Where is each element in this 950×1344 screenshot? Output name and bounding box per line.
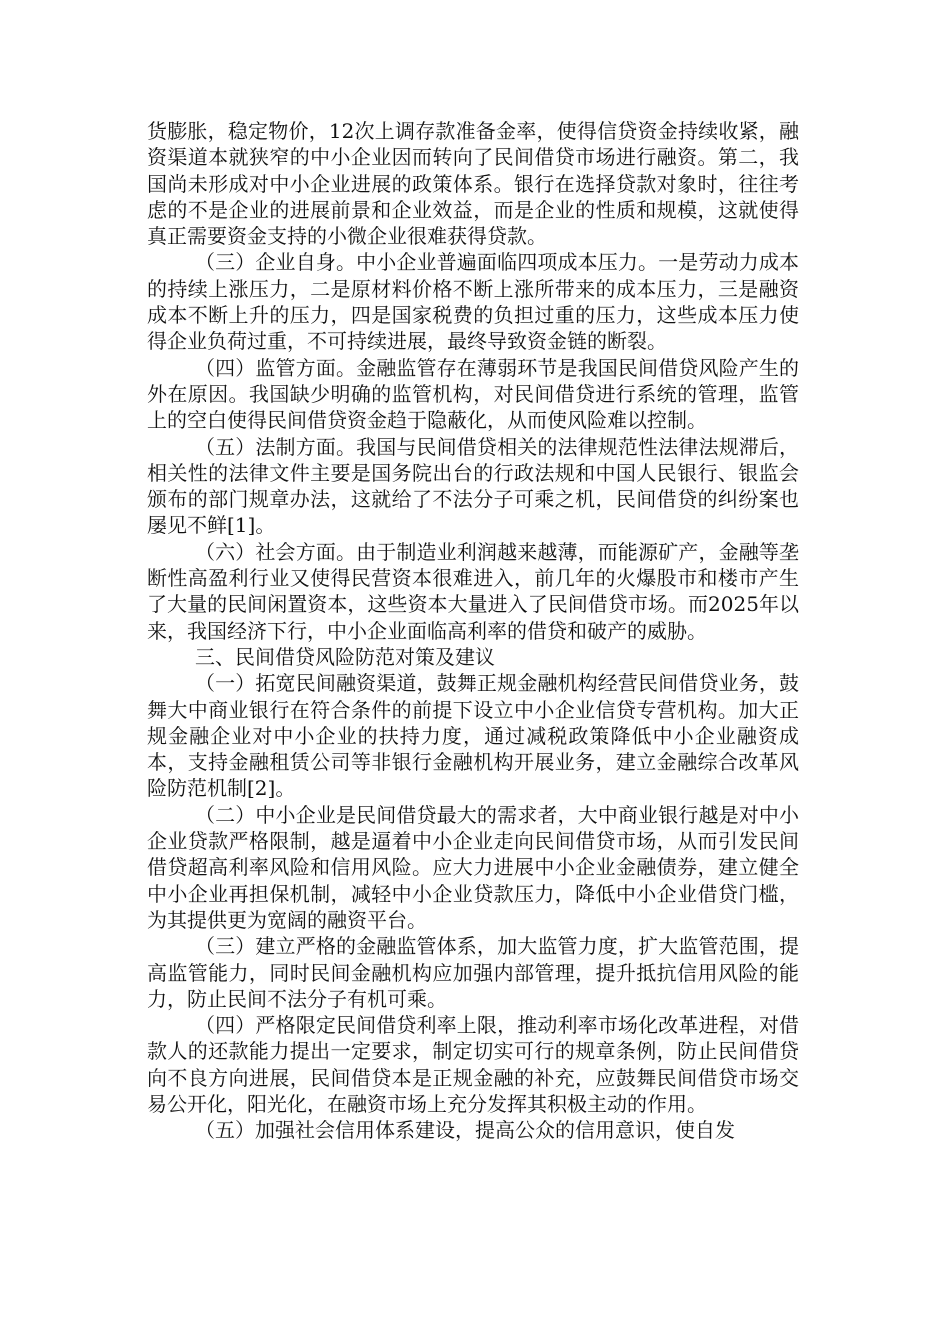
paragraph-measure-3: （三）建立严格的金融监管体系，加大监管力度，扩大监管范围，提高监管能力，同时民间金融机构应加强内部管理，提升抵抗信用风险的能力，防止民间不法分子有机可乘。 [147,934,799,1011]
paragraph-enterprise-self: （三）企业自身。中小企业普遍面临四项成本压力。一是劳动力成本的持续上涨压力，二是原材料价格不断上涨所带来的成本压力，三是融资成本不断上升的压力，四是国家税费的负担过重的压力，这些成本压力使得企业负荷过重，不可持续进展，最终导致资金链的断裂。 [147,250,799,354]
paragraph-measure-1: （一）拓宽民间融资渠道，鼓舞正规金融机构经营民间借贷业务，鼓舞大中商业银行在符合条件的前提下设立中小企业信贷专营机构。加大正规金融企业对中小企业的扶持力度，通过减税政策降低中小企业融资成本，支持金融租赁公司等非银行金融机构开展业务，建立金融综合改革风险防范机制[2]。 [147,671,799,801]
paragraph-regulation: （四）监管方面。金融监管存在薄弱环节是我国民间借贷风险产生的外在原因。我国缺少明确的监管机构，对民间借贷进行系统的管理，监管上的空白使得民间借贷资金趋于隐蔽化，从而使风险难以控制。 [147,355,799,433]
paragraph-measure-2: （二）中小企业是民间借贷最大的需求者，大中商业银行越是对中小企业贷款严格限制，越是逼着中小企业走向民间借贷市场，从而引发民间借贷超高利率风险和信用风险。应大力进展中小企业金融债券，建立健全中小企业再担保机制，减轻中小企业贷款压力，降低中小企业借贷门槛，为其提供更为宽阔的融资平台。 [147,802,799,932]
paragraph-continuation: 货膨胀，稳定物价，12次上调存款准备金率，使得信贷资金持续收紧，融资渠道本就狭窄的中小企业因而转向了民间借贷市场进行融资。第二，我国尚未形成对中小企业进展的政策体系。银行在选择贷款对象时，往往考虑的不是企业的进展前景和企业效益，而是企业的性质和规模，这就使得真正需要资金支持的小微企业很难获得贷款。 [147,119,799,249]
paragraph-legal: （五）法制方面。我国与民间借贷相关的法律规范性法律法规滞后，相关性的法律文件主要是国务院出台的行政法规和中国人民银行、银监会颁布的部门规章办法，这就给了不法分子可乘之机，民间借贷的纠纷案也屡见不鲜[1]。 [147,434,799,538]
paragraph-social: （六）社会方面。由于制造业利润越来越薄，而能源矿产，金融等垄断性高盈利行业又使得民营资本很难进入，前几年的火爆股市和楼市产生了大量的民间闲置资本，这些资本大量进入了民间借贷市场。而2025年以来，我国经济下行，中小企业面临高利率的借贷和破产的威胁。 [147,539,799,643]
paragraph-measure-4: （四）严格限定民间借贷利率上限，推动利率市场化改革进程，对借款人的还款能力提出一定要求，制定切实可行的规章条例，防止民间借贷向不良方向进展，民间借贷本是正规金融的补充，应鼓舞民间借贷市场交易公开化，阳光化，在融资市场上充分发挥其积极主动的作用。 [147,1013,799,1116]
section-heading: 三、民间借贷风险防范对策及建议 [195,644,495,669]
document-body [147,118,799,1144]
paragraph-measure-5: （五）加强社会信用体系建设，提高公众的信用意识，使自发 [195,1118,735,1143]
